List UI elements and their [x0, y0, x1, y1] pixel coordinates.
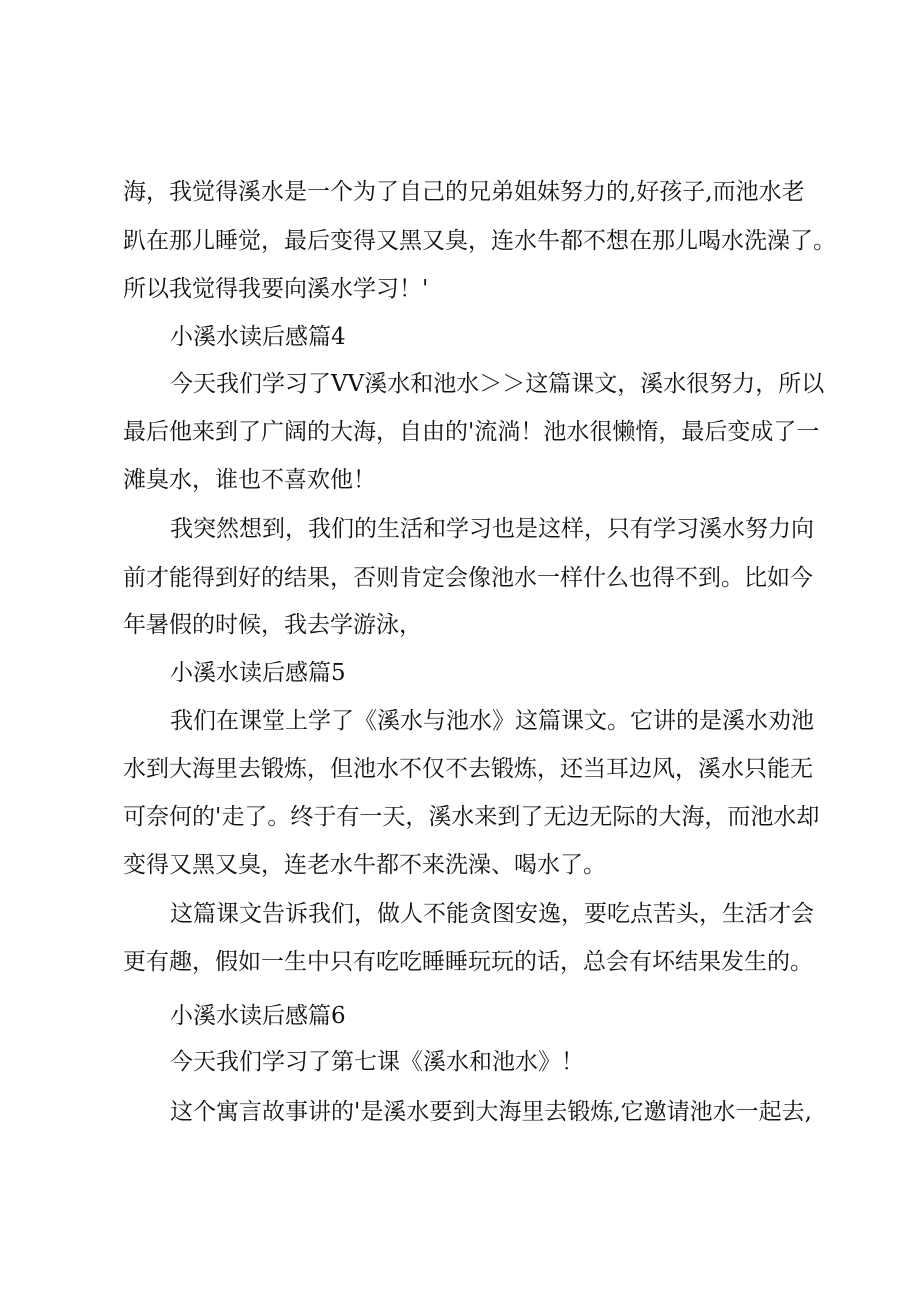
paragraph-line: 我突然想到，我们的生活和学习也是这样，只有学习溪水努力向: [170, 516, 814, 542]
paragraph-line: 前才能得到好的结果，否则肯定会像池水一样什么也得不到。比如今: [123, 565, 813, 591]
paragraph-line: 今天我们学习了VV溪水和池水＞＞这篇课文，溪水很努力，所以: [170, 371, 825, 397]
paragraph-line: 水到大海里去锻炼，但池水不仅不去锻炼，还当耳边风，溪水只能无: [123, 756, 813, 782]
section-heading: 小溪水读后感篇5: [170, 660, 346, 686]
paragraph-line: 海，我觉得溪水是一个为了自己的兄弟姐妹努力的,好孩子,而池水老: [123, 179, 805, 205]
paragraph-line: 所以我觉得我要向溪水学习！': [123, 276, 429, 302]
paragraph-line: 最后他来到了广阔的大海，自由的'流淌！池水很懒惰，最后变成了一: [123, 419, 820, 445]
paragraph-line: 这篇课文告诉我们，做人不能贪图安逸，要吃点苦头，生活才会: [170, 901, 814, 927]
paragraph-line: 今天我们学习了第七课《溪水和池水》！: [170, 1049, 584, 1075]
paragraph-line: 趴在那儿睡觉，最后变得又黑又臭，连水牛都不想在那儿喝水洗澡了。: [123, 228, 836, 254]
paragraph-line: 这个寓言故事讲的'是溪水要到大海里去锻炼,它邀请池水一起去,: [170, 1099, 812, 1125]
paragraph-line: 滩臭水，谁也不喜欢他！: [123, 467, 376, 493]
paragraph-line: 变得又黑又臭，连老水牛都不来洗澡、喝水了。: [123, 852, 606, 878]
section-heading: 小溪水读后感篇4: [170, 324, 346, 350]
paragraph-line: 可奈何的'走了。终于有一天，溪水来到了无边无际的大海，而池水却: [123, 804, 820, 830]
paragraph-line: 更有趣，假如一生中只有吃吃睡睡玩玩的话，总会有坏结果发生的。: [123, 949, 813, 975]
paragraph-line: 年暑假的时候，我去学游泳，: [123, 612, 422, 638]
section-heading: 小溪水读后感篇6: [170, 1003, 346, 1029]
paragraph-line: 我们在课堂上学了《溪水与池水》这篇课文。它讲的是溪水劝池: [170, 708, 814, 734]
